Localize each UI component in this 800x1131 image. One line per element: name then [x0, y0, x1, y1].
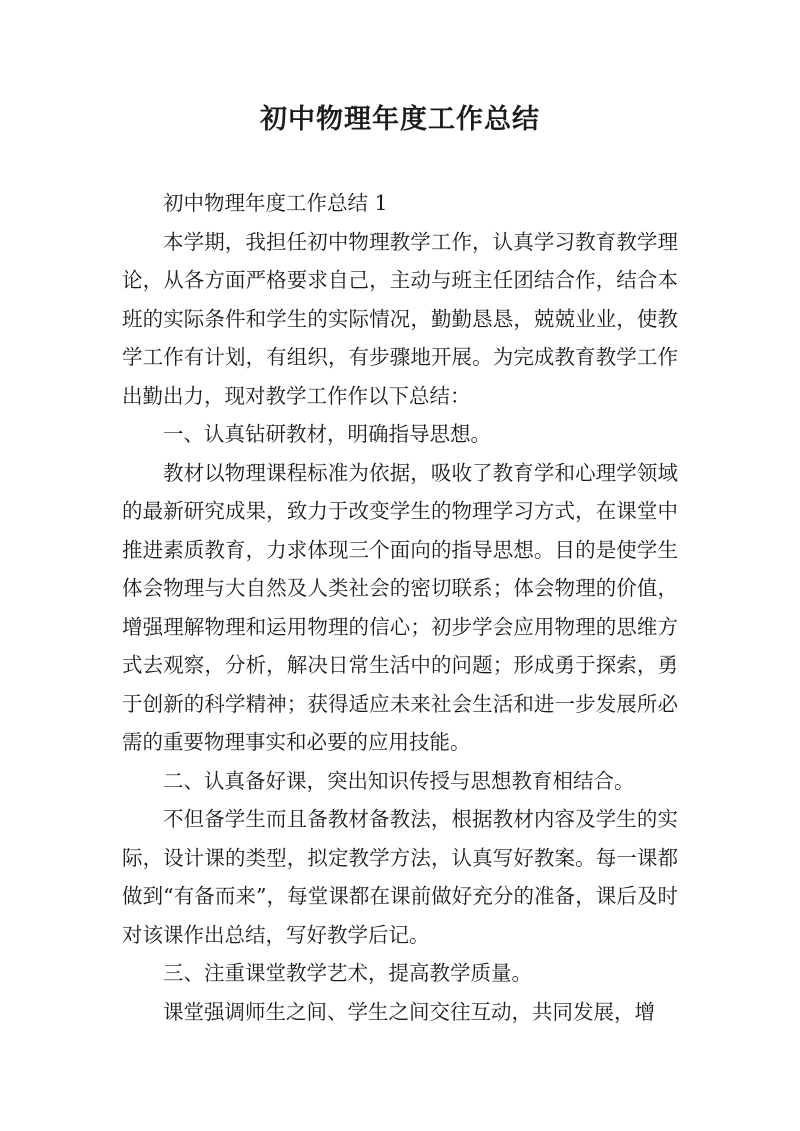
- section-heading: 二、认真备好课，突出知识传授与思想教育相结合。: [163, 768, 635, 793]
- body-paragraph: 不但备学生而且备教材备教法，根据教材内容及学生的实际，设计课的类型，拟定教学方法，认真写好教案。每一课都做到“有备而来”，每堂课都在课前做好充分的准备，课后及时对该课作出总结，写好教学后记。: [122, 807, 678, 947]
- body-paragraph: 本学期，我担任初中物理教学工作，认真学习教育教学理论，从各方面严格要求自己，主动与班主任团结合作，结合本班的实际条件和学生的实际情况，勤勤恳恳，兢兢业业，使教学工作有计划，有组织，有步骤地开展。为完成教育教学工作出勤出力，现对教学工作作以下总结：: [122, 229, 678, 408]
- section-heading: 三、注重课堂教学艺术，提高教学质量。: [163, 961, 532, 985]
- document-body: [122, 184, 678, 1031]
- body-paragraph: 教材以物理课程标准为依据，吸收了教育学和心理学领域的最新研究成果，致力于改变学生的物理学习方式，在课堂中推进素质教育，力求体现三个面向的指导思想。目的是使学生体会物理与大自然及人类社会的密切联系；体会物理的价值，增强理解物理和运用物理的信心；初步学会应用物理的思维方式去观察，分析，解决日常生活中的问题；形成勇于探索，勇于创新的科学精神；获得适应未来社会生活和进一步发展所必需的重要物理事实和必要的应用技能。: [122, 460, 678, 754]
- body-paragraph: 课堂强调师生之间、学生之间交往互动，共同发展，增: [163, 999, 655, 1024]
- section-heading: 初中物理年度工作总结 1: [163, 191, 388, 215]
- document-title: 初中物理年度工作总结: [260, 104, 540, 135]
- section-heading: 一、认真钻研教材，明确指导思想。: [163, 422, 491, 446]
